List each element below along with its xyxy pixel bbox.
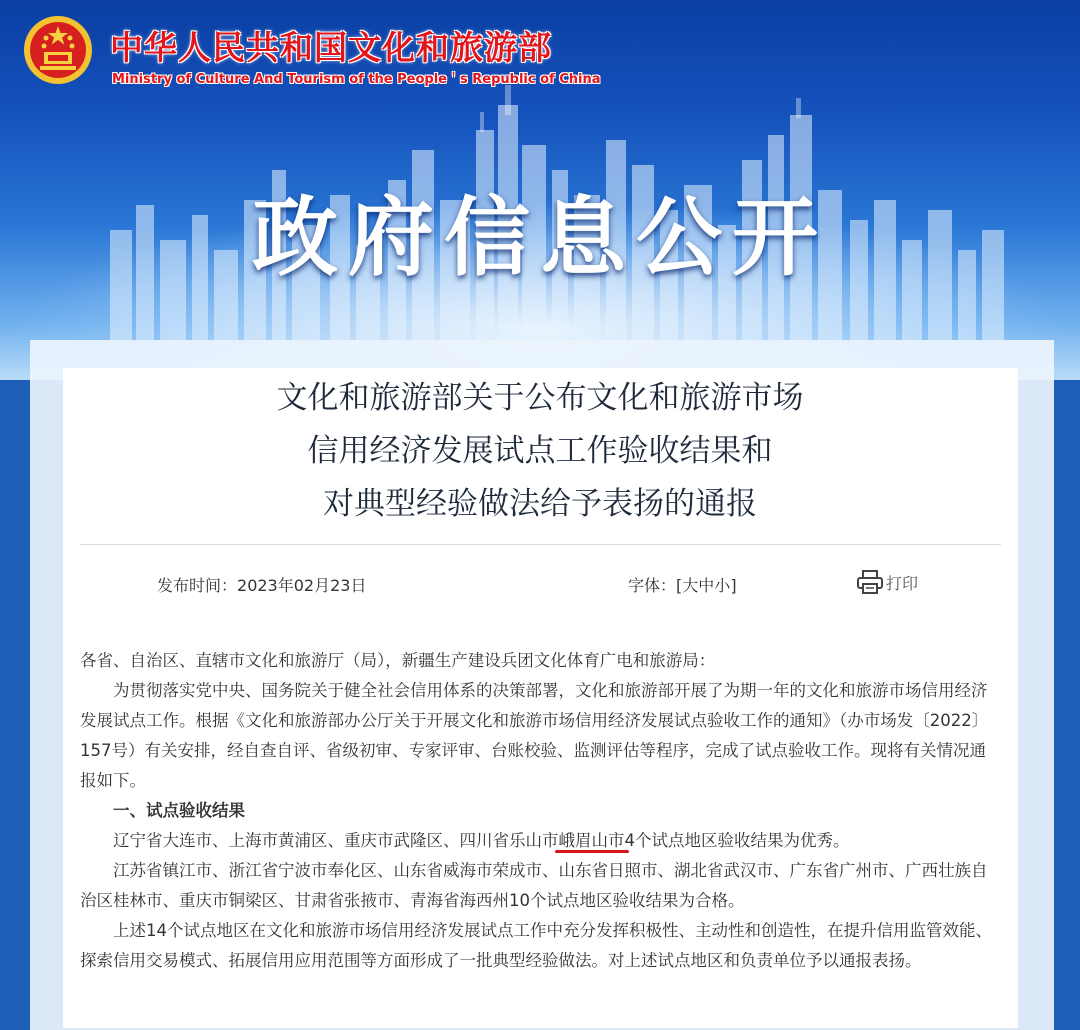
banner-heading: 政府信息公开 (252, 187, 828, 288)
publish-label: 发布时间： (157, 576, 238, 595)
org-name-en: Ministry of Culture And Tourism of the People＇s Republic of China (112, 72, 601, 87)
paragraph-results-excellent (80, 826, 1002, 856)
print-label: 打印 (886, 573, 919, 593)
article-title (0, 372, 1080, 531)
article-body (80, 646, 1002, 976)
publish-info (157, 573, 366, 596)
print-button[interactable] (856, 569, 918, 595)
printer-icon (856, 569, 884, 595)
font-size-small-button[interactable]: 小 (714, 576, 731, 595)
paragraph-results-pass: 江苏省镇江市、浙江省宁波市奉化区、山东省威海市荣成市、山东省日照市、湖北省武汉市、广东省广州市、广西壮族自治区桂林市、重庆市铜梁区、甘肃省张掖市、青海省海西州10个试点地区验收结果为合格。 (80, 861, 988, 910)
highlighted-text: 峨眉山市 (558, 831, 625, 850)
article-title-line: 信用经济发展试点工作验收结果和 (307, 433, 773, 469)
text-run: 4个试点地区验收结果为优秀。 (624, 831, 850, 850)
article-title-line: 文化和旅游部关于公布文化和旅游市场 (276, 380, 804, 416)
font-size-bracket: [ (676, 576, 683, 595)
font-size-controls (628, 573, 737, 596)
article-title-line: 对典型经验做法给予表扬的通报 (323, 486, 757, 522)
section-heading: 一、试点验收结果 (113, 801, 245, 820)
font-size-medium-button[interactable]: 中 (698, 576, 715, 595)
font-size-label: 字体： (628, 576, 677, 595)
national-emblem-icon (22, 14, 94, 86)
title-divider (80, 544, 1001, 545)
font-size-bracket: ] (730, 576, 737, 595)
org-name-cn: 中华人民共和国文化和旅游部 (110, 28, 552, 67)
text-run: 辽宁省大连市、上海市黄浦区、重庆市武隆区、四川省乐山市 (113, 831, 559, 850)
paragraph: 上述14个试点地区在文化和旅游市场信用经济发展试点工作中充分发挥积极性、主动性和创造性，在提升信用监管效能、探索信用交易模式、拓展信用应用范围等方面形成了一批典型经验做法。对上述试点地区和负责单位予以通报表扬。 (80, 921, 992, 970)
publish-date: 2023年02月23日 (237, 576, 367, 595)
font-size-large-button[interactable]: 大 (682, 576, 699, 595)
paragraph: 为贯彻落实党中央、国务院关于健全社会信用体系的决策部署，文化和旅游部开展了为期一年的文化和旅游市场信用经济发展试点工作。根据《文化和旅游部办公厅关于开展文化和旅游市场信用经济发展试点验收工作的通知》（办市场发〔2022〕157号）有关安排，经自查自评、省级初审、专家评审、台账校验、监测评估等程序，完成了试点验收工作。现将有关情况通报如下。 (80, 681, 989, 790)
header-banner (0, 0, 1080, 380)
salutation: 各省、自治区、直辖市文化和旅游厅（局），新疆生产建设兵团文化体育广电和旅游局： (80, 651, 716, 670)
